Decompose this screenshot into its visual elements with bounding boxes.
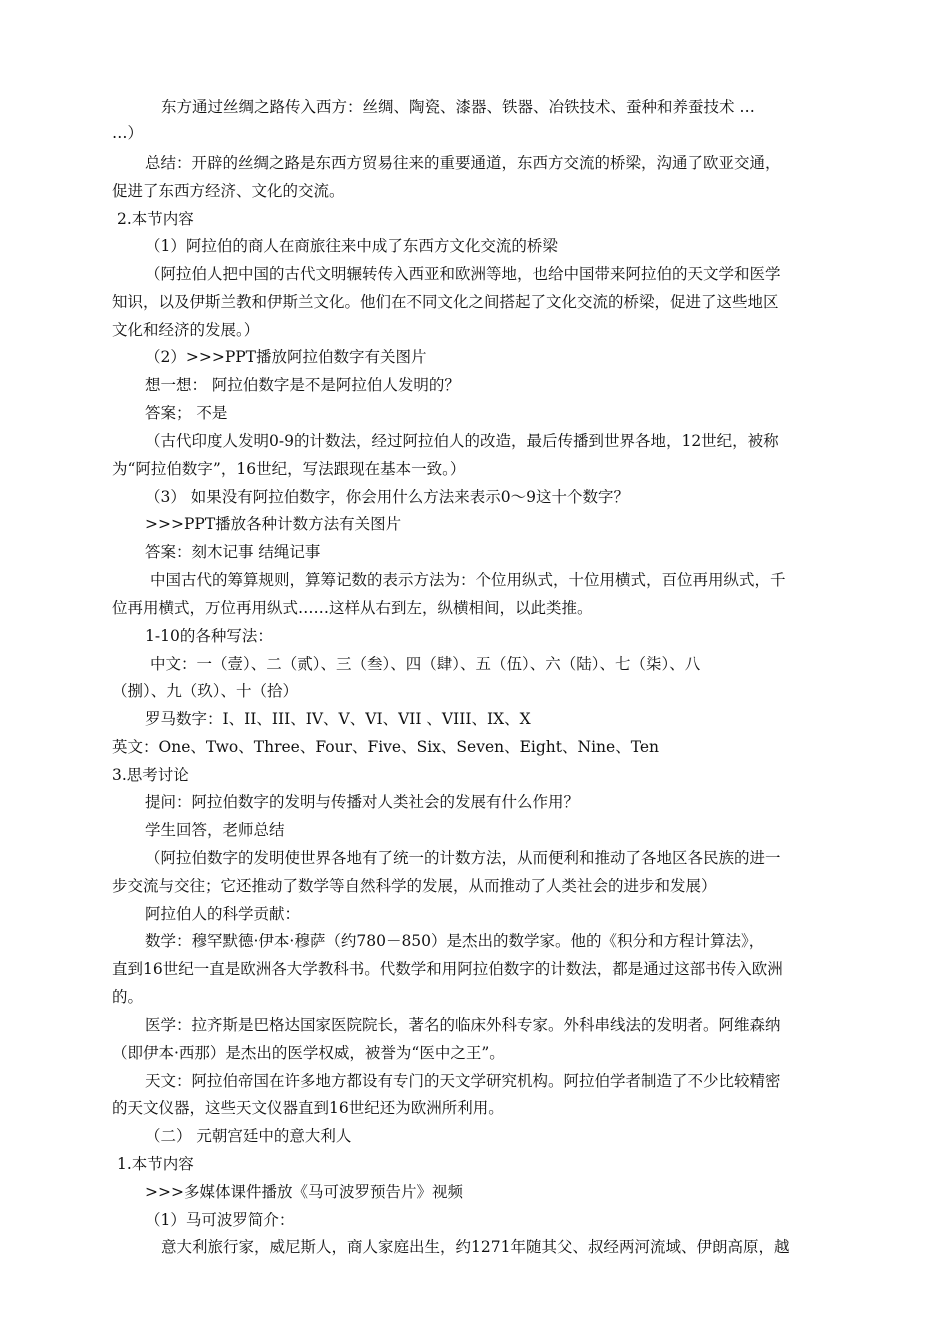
text-line: 总结：开辟的丝绸之路是东西方贸易往来的重要通道，东西方交流的桥梁，沟通了欧亚交通， xyxy=(145,154,781,172)
text-line: 步交流与交往；它还推动了数学等自然科学的发展，从而推动了人类社会的进步和发展） xyxy=(112,877,717,895)
text-line: 阿拉伯人的科学贡献： xyxy=(145,905,301,923)
text-line: （古代印度人发明0-9的计数法，经过阿拉伯人的改造，最后传播到世界各地，12世纪，被称 xyxy=(145,432,779,450)
text-line: 数学：穆罕默德·伊本·穆萨（约780－850）是杰出的数学家。他的《积分和方程计算法》， xyxy=(145,932,765,950)
text-line: 东方通过丝绸之路传入西方：丝绸、陶瓷、漆器、铁器、冶铁技术、蚕种和养蚕技术 … xyxy=(161,98,755,116)
text-line: （1）阿拉伯的商人在商旅往来中成了东西方文化交流的桥梁 xyxy=(145,237,558,255)
text-line: 为“阿拉伯数字”，16世纪，写法跟现在基本一致。） xyxy=(112,460,466,478)
text-line: 的天文仪器，这些天文仪器直到16世纪还为欧洲所利用。 xyxy=(112,1099,504,1117)
text-line: 直到16世纪一直是欧洲各大学教科书。代数学和用阿拉伯数字的计数法，都是通过这部书传入欧洲 xyxy=(112,960,783,978)
text-line: 天文：阿拉伯帝国在许多地方都设有专门的天文学研究机构。阿拉伯学者制造了不少比较精密 xyxy=(145,1072,781,1090)
text-line: 医学：拉齐斯是巴格达国家医院院长，著名的临床外科专家。外科串线法的发明者。阿维森纳 xyxy=(145,1016,781,1034)
text-line: （2）>>>PPT播放阿拉伯数字有关图片 xyxy=(145,348,427,366)
text-line: 提问：阿拉伯数字的发明与传播对人类社会的发展有什么作用？ xyxy=(145,793,580,811)
text-line: …） xyxy=(112,124,144,142)
section-heading: 2.本节内容 xyxy=(117,210,194,228)
text-line: 促进了东西方经济、文化的交流。 xyxy=(112,182,345,200)
text-line: 1-10的各种写法： xyxy=(145,627,273,645)
text-line: 学生回答，老师总结 xyxy=(145,821,285,839)
section-heading: 3.思考讨论 xyxy=(112,766,189,784)
text-line: 中文：一（壹）、二（贰）、三（叁）、四（肆）、五（伍）、六（陆）、七（柒）、八 xyxy=(150,655,701,673)
text-line: 文化和经济的发展。） xyxy=(112,321,260,339)
text-line: （阿拉伯数字的发明使世界各地有了统一的计数方法，从而便利和推动了各地区各民族的进一 xyxy=(145,849,781,867)
text-line: 想一想： 阿拉伯数字是不是阿拉伯人发明的？ xyxy=(145,376,460,394)
text-line: 中国古代的筹算规则，算筹记数的表示方法为：个位用纵式，十位用横式，百位再用纵式，千 xyxy=(150,571,786,589)
section-heading: 1.本节内容 xyxy=(117,1155,194,1173)
text-line: （捌）、九（玖）、十（拾） xyxy=(112,682,299,700)
text-line: 的。 xyxy=(112,988,144,1006)
text-line: 位再用横式，万位再用纵式……这样从右到左，纵横相间，以此类推。 xyxy=(112,599,593,617)
text-line: （1）马可波罗简介： xyxy=(145,1211,295,1229)
section-heading: （二） 元朝宫廷中的意大利人 xyxy=(145,1127,352,1145)
text-line: （即伊本·西那）是杰出的医学权威，被誉为“医中之王”。 xyxy=(112,1044,505,1062)
text-line: 英文：One、Two、Three、Four、Five、Six、Seven、Eight、Nine、Ten xyxy=(112,738,659,756)
text-line: （3） 如果没有阿拉伯数字，你会用什么方法来表示0～9这十个数字？ xyxy=(145,488,630,506)
text-line: >>>多媒体课件播放《马可波罗预告片》视频 xyxy=(145,1183,463,1201)
text-line: 答案； 不是 xyxy=(145,404,228,422)
text-line: 意大利旅行家，威尼斯人，商人家庭出生，约1271年随其父、叔经两河流域、伊朗高原，越 xyxy=(161,1238,790,1256)
text-line: 罗马数字：I、II、III、IV、V、VI、VII 、VIII、IX、X xyxy=(145,710,531,728)
text-line: 答案：刻木记事 结绳记事 xyxy=(145,543,321,561)
text-line: >>>PPT播放各种计数方法有关图片 xyxy=(145,515,402,533)
text-line: （阿拉伯人把中国的古代文明辗转传入西亚和欧洲等地，也给中国带来阿拉伯的天文学和医学 xyxy=(145,265,781,283)
text-line: 知识，以及伊斯兰教和伊斯兰文化。他们在不同文化之间搭起了文化交流的桥梁，促进了这些地区 xyxy=(112,293,779,311)
